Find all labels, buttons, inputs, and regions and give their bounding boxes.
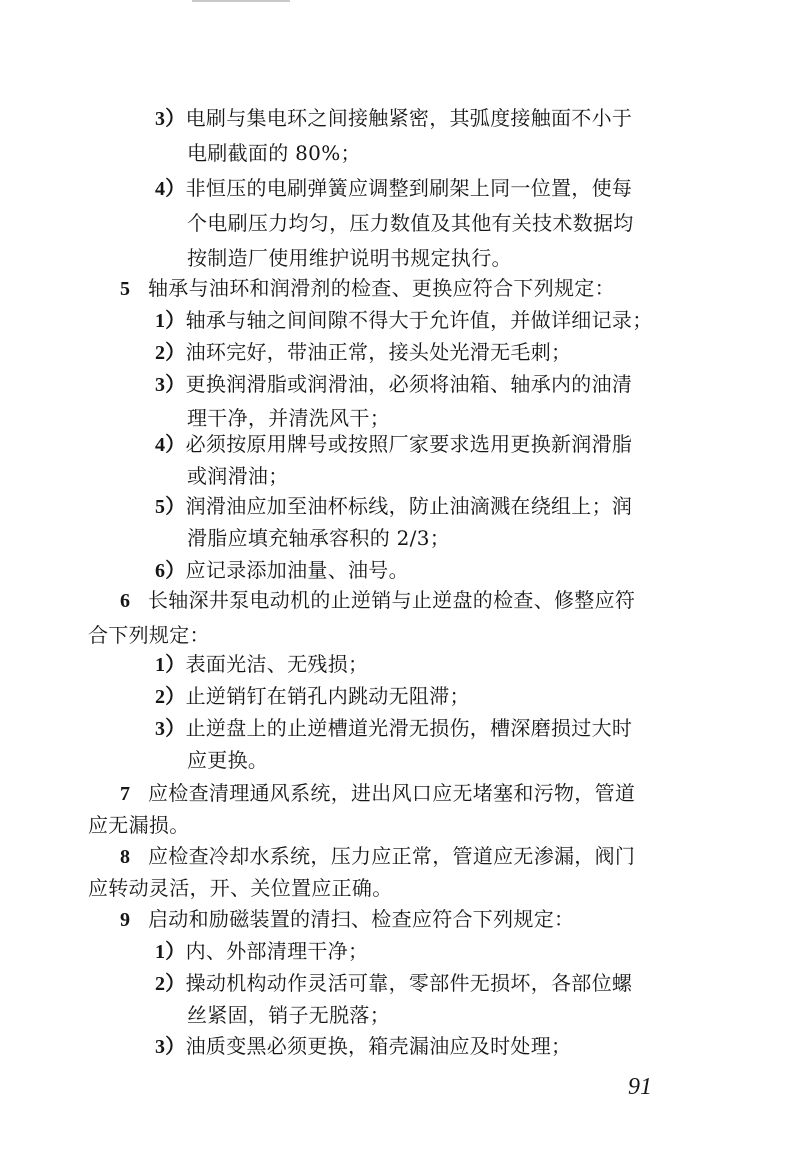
item-label: 2） xyxy=(155,342,186,364)
item-text: 应记录添加油量、油号。 xyxy=(185,558,409,582)
list-item xyxy=(155,104,632,133)
clause-number: 7 xyxy=(120,783,131,805)
item-text: 操动机构动作灵活可靠，零部件无损坏，各部位螺 xyxy=(185,971,633,995)
clause xyxy=(120,905,574,934)
clause-number: 5 xyxy=(120,278,131,300)
item-label: 1） xyxy=(155,654,186,676)
list-item xyxy=(155,1032,571,1061)
clause-text: 应检查冷却水系统，压力应正常，管道应无渗漏，阀门 xyxy=(148,844,636,868)
item-text-continuation: 丝紧固，销子无脱落； xyxy=(187,1003,390,1027)
top-rule xyxy=(192,0,290,2)
item-text: 非恒压的电刷弹簧应调整到刷架上同一位置，使每 xyxy=(185,176,633,200)
list-item xyxy=(155,556,409,585)
list-item xyxy=(155,714,632,743)
list-item xyxy=(155,937,368,966)
clause-text-continuation: 应无漏损。 xyxy=(88,813,190,837)
item-label: 3） xyxy=(155,108,186,130)
item-text-continuation: 滑脂应填充轴承容积的 2/3； xyxy=(187,526,451,550)
list-item xyxy=(155,650,368,679)
list-item xyxy=(155,370,632,399)
list-item xyxy=(155,969,632,998)
clause-text-continuation: 应转动灵活，开、关位置应正确。 xyxy=(88,876,393,900)
clause-number: 9 xyxy=(120,909,131,931)
clause xyxy=(120,779,635,808)
item-label: 1） xyxy=(155,941,186,963)
clause xyxy=(120,274,615,303)
item-label: 2） xyxy=(155,686,186,708)
clause-text: 长轴深井泵电动机的止逆销与止逆盘的检查、修整应符 xyxy=(148,588,636,612)
item-text: 表面光洁、无残损； xyxy=(185,652,369,676)
clause-text: 启动和励磁装置的清扫、检查应符合下列规定： xyxy=(148,907,575,931)
item-label: 6） xyxy=(155,560,186,582)
list-item xyxy=(155,174,632,203)
item-text: 轴承与轴之间间隙不得大于允许值，并做详细记录； xyxy=(185,308,653,332)
clause xyxy=(120,842,635,871)
item-text: 油质变黑必须更换，箱壳漏油应及时处理； xyxy=(185,1034,572,1058)
item-text-continuation: 按制造厂使用维护说明书规定执行。 xyxy=(187,246,512,270)
item-text: 电刷与集电环之间接触紧密，其弧度接触面不小于 xyxy=(185,106,633,130)
item-text: 止逆盘上的止逆槽道光滑无损伤，槽深磨损过大时 xyxy=(185,716,633,740)
list-item xyxy=(155,306,653,335)
item-label: 3） xyxy=(155,1036,186,1058)
item-label: 5） xyxy=(155,496,186,518)
clause xyxy=(120,586,635,615)
item-text: 油环完好，带油正常，接头处光滑无毛刺； xyxy=(185,340,572,364)
item-label: 4） xyxy=(155,434,186,456)
clause-text-continuation: 合下列规定： xyxy=(88,623,210,647)
item-text: 止逆销钉在销孔内跳动无阻滞； xyxy=(185,684,470,708)
item-label: 1） xyxy=(155,310,186,332)
clause-text: 应检查清理通风系统，进出风口应无堵塞和污物，管道 xyxy=(148,781,636,805)
item-text-continuation: 应更换。 xyxy=(187,748,269,772)
item-text-continuation: 理干净，并清洗风干； xyxy=(187,406,390,430)
clause-number: 6 xyxy=(120,590,131,612)
item-text-continuation: 或润滑油； xyxy=(187,464,289,488)
clause-number: 8 xyxy=(120,846,131,868)
item-label: 2） xyxy=(155,973,186,995)
list-item xyxy=(155,338,571,367)
item-label: 3） xyxy=(155,374,186,396)
item-label: 3） xyxy=(155,718,186,740)
list-item xyxy=(155,492,632,521)
item-text: 更换润滑脂或润滑油，必须将油箱、轴承内的油清 xyxy=(185,372,633,396)
clause-text: 轴承与油环和润滑剂的检查、更换应符合下列规定： xyxy=(148,276,615,300)
page-number: 91 xyxy=(628,1074,652,1100)
item-text: 必须按原用牌号或按照厂家要求选用更换新润滑脂 xyxy=(185,432,633,456)
item-text: 内、外部清理干净； xyxy=(185,939,369,963)
item-text-continuation: 电刷截面的 80%； xyxy=(187,141,361,165)
item-label: 4） xyxy=(155,178,186,200)
list-item xyxy=(155,682,470,711)
list-item xyxy=(155,430,632,459)
item-text: 润滑油应加至油杯标线，防止油滴溅在绕组上；润 xyxy=(185,494,633,518)
item-text-continuation: 个电刷压力均匀，压力数值及其他有关技术数据均 xyxy=(187,211,634,235)
